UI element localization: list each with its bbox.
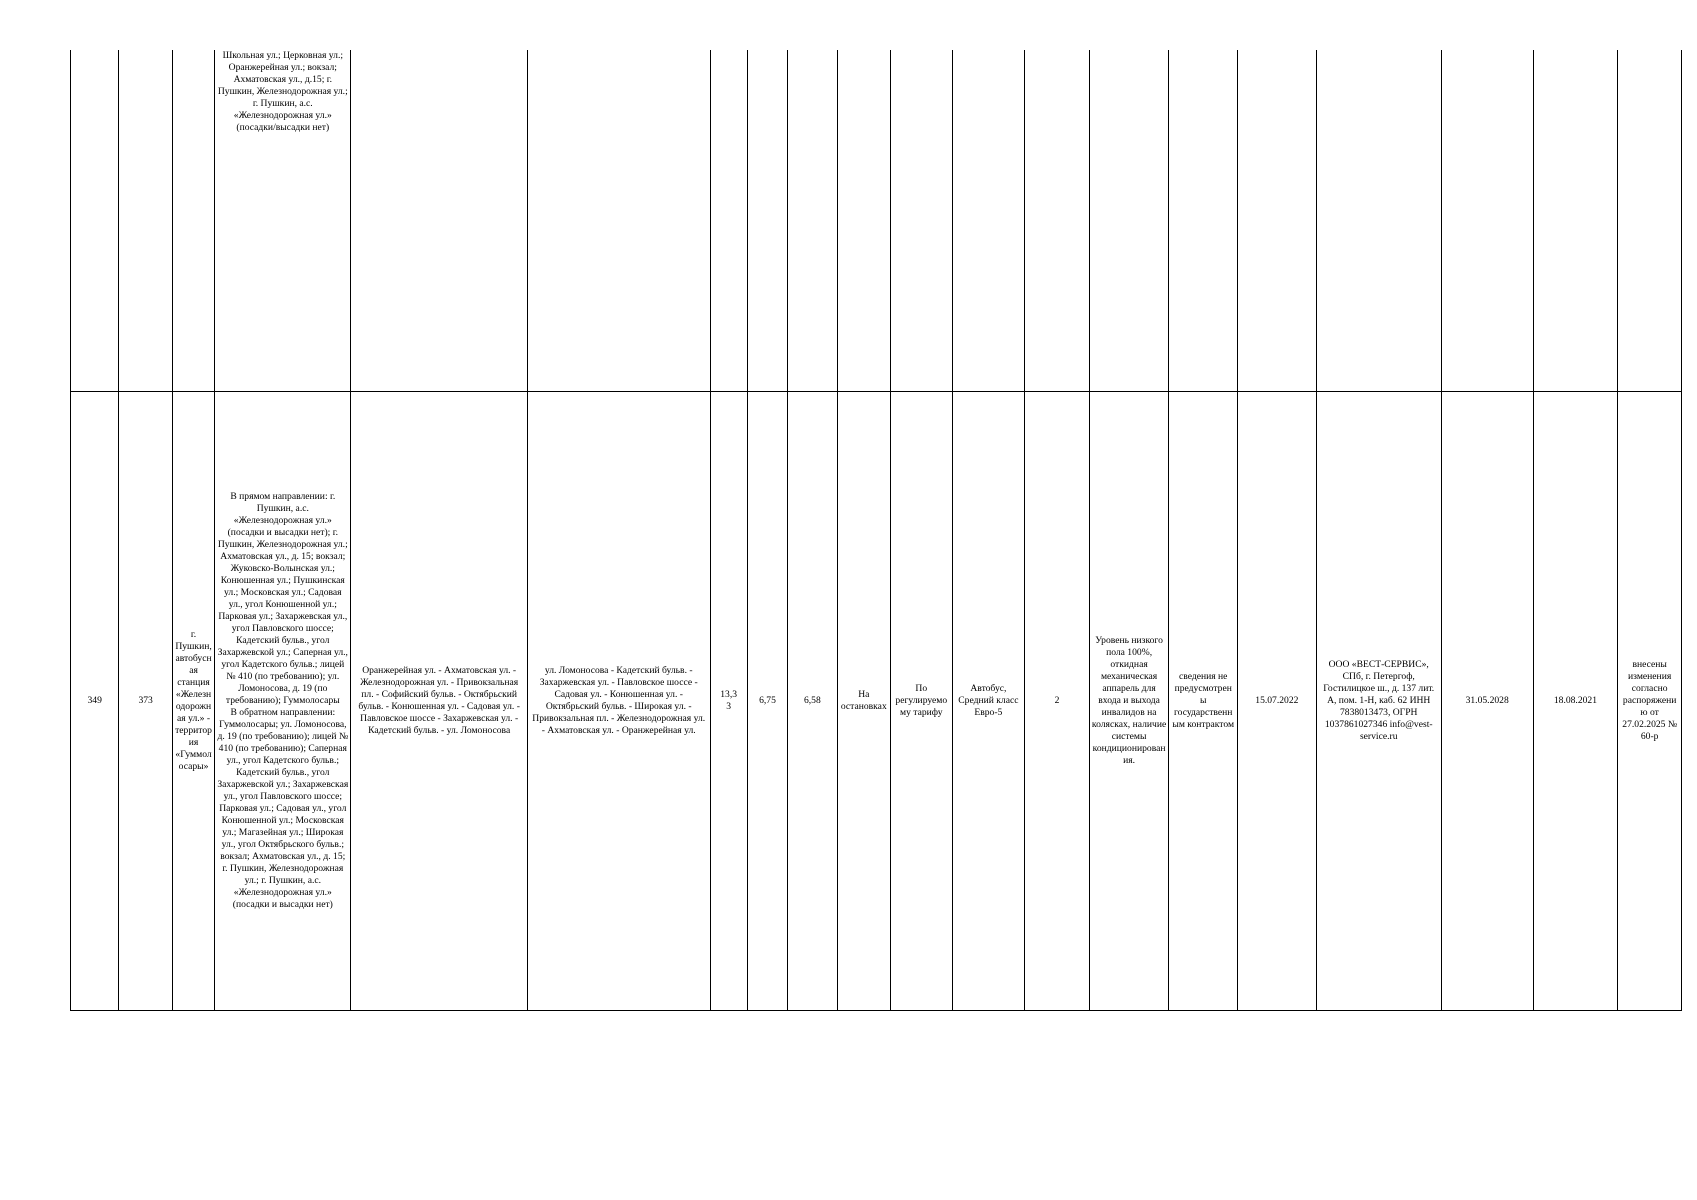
cell-contract-info: сведения не предусмотрены государственным контрактом: [1169, 392, 1238, 1011]
cell-length-backward: 6,58: [788, 392, 837, 1011]
cell-vehicle-type: Автобус, Средний класс Евро-5: [952, 392, 1025, 1011]
cell-carrier: [1316, 50, 1441, 392]
cell-number: 349: [71, 392, 119, 1011]
cell-contract-info: [1169, 50, 1238, 392]
cell-length-total: 13,3 3: [710, 392, 747, 1011]
table-row: [71, 392, 1682, 1011]
cell-length-backward: [788, 50, 837, 392]
cell-stops: В прямом направлении: г. Пушкин, а.с. «Железнодорожная ул.» (посадки и высадки нет); г. Пушкин, Железнодорожная ул.; Ахматовская ул., д. 15; вокзал; Жуковско-Волынская ул.; Конюшенная ул.; Пушкинская ул.; Московская ул.; Садовая ул., угол Конюшенной ул.; Парковая ул.; Захаржевская ул., угол Павловского шоссе; Кадетский бульв., угол Захаржевской ул.; Саперная ул., угол Кадетского бульв.; лицей № 410 (по требованию); ул. Ломоносова, д. 19 (по требованию); Гуммолосары В обратном направлении: Гуммолосары; ул. Ломоносова, д. 19 (по требованию); лицей № 410 (по требованию); Саперная ул., угол Кадетского бульв.; Кадетский бульв., угол Захаржевской ул.; Захаржевская ул., угол Павловского шоссе; Парковая ул.; Садовая ул., угол Конюшенной ул.; Московская ул.; Магазейная ул.; Широкая ул., угол Октябрьского бульв.; вокзал; Ахматовская ул., д. 15; г. Пушкин, Железнодорожная ул.; г. Пушкин, а.с. «Железнодорожная ул.» (посадки и высадки нет): [215, 392, 351, 1011]
cell-streets-backward: [527, 50, 710, 392]
cell-notes: [1618, 50, 1682, 392]
cell-vehicle-count: 2: [1025, 392, 1090, 1011]
cell-end-date: [1441, 50, 1533, 392]
cell-notes: внесены изменения согласно распоряжению от 27.02.2025 № 60-р: [1618, 392, 1682, 1011]
cell-route-name: [172, 50, 214, 392]
cell-tariff-type: [891, 50, 953, 392]
cell-length-forward: 6,75: [747, 392, 787, 1011]
cell-boarding-order: На остановках: [837, 392, 890, 1011]
cell-streets-forward: [351, 50, 528, 392]
cell-length-total: [710, 50, 747, 392]
cell-length-forward: [747, 50, 787, 392]
cell-number: [71, 50, 119, 392]
cell-tariff-type: По регулируемому тарифу: [891, 392, 953, 1011]
table-row: [71, 50, 1682, 392]
cell-route-number: 373: [119, 392, 172, 1011]
cell-vehicle-features: [1089, 50, 1169, 392]
cell-start-date: [1238, 50, 1317, 392]
route-register-table: [70, 50, 1682, 1011]
cell-route-number: [119, 50, 172, 392]
cell-register-date: 18.08.2021: [1533, 392, 1618, 1011]
cell-streets-forward: Оранжерейная ул. - Ахматовская ул. - Железнодорожная ул. - Привокзальная пл. - Софийский бульв. - Октябрьский бульв. - Конюшенная ул. - Садовая ул. - Павловское шоссе - Захаржевская ул. - Кадетский бульв. - ул. Ломоносова: [351, 392, 528, 1011]
cell-boarding-order: [837, 50, 890, 392]
cell-vehicle-type: [952, 50, 1025, 392]
cell-vehicle-count: [1025, 50, 1090, 392]
cell-stops: Школьная ул.; Церковная ул.; Оранжерейная ул.; вокзал; Ахматовская ул., д.15; г. Пушкин, Железнодорожная ул.; г. Пушкин, а.с. «Железнодорожная ул.» (посадки/высадки нет): [215, 50, 351, 392]
cell-vehicle-features: Уровень низкого пола 100%, откидная механическая аппарель для входа и выхода инвалидов на колясках, наличие системы кондиционирования.: [1089, 392, 1169, 1011]
cell-register-date: [1533, 50, 1618, 392]
cell-carrier: ООО «ВЕСТ-СЕРВИС», СПб, г. Петергоф, Гостилицкое ш., д. 137 лит. А, пом. 1-Н, каб. 62 ИНН 7838013473, ОГРН 1037861027346 info@vest-service.ru: [1316, 392, 1441, 1011]
cell-streets-backward: ул. Ломоносова - Кадетский бульв. - Захаржевская ул. - Павловское шоссе - Садовая ул. - Конюшенная ул. - Октябрьский бульв. - Широкая ул. - Привокзальная пл. - Железнодорожная ул. - Ахматовская ул. - Оранжерейная ул.: [527, 392, 710, 1011]
cell-start-date: 15.07.2022: [1238, 392, 1317, 1011]
cell-route-name: г. Пушкин, автобусная станция «Железнодорожная ул.» - территория «Гуммолосары»: [172, 392, 214, 1011]
cell-end-date: 31.05.2028: [1441, 392, 1533, 1011]
